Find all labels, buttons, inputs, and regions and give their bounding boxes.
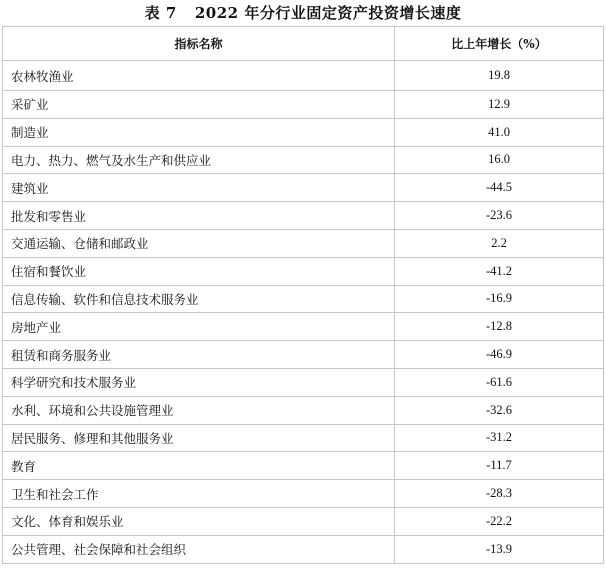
row-value: -31.2 bbox=[395, 424, 604, 452]
row-name: 居民服务、修理和其他服务业 bbox=[3, 424, 395, 452]
row-value: -23.6 bbox=[395, 202, 604, 230]
table-row bbox=[3, 507, 604, 535]
table-row bbox=[3, 202, 604, 230]
row-value: -11.7 bbox=[395, 452, 604, 480]
row-name: 住宿和餐饮业 bbox=[3, 257, 395, 285]
row-value: -61.6 bbox=[395, 368, 604, 396]
table-row bbox=[3, 61, 604, 91]
table-row bbox=[3, 480, 604, 508]
row-name: 建筑业 bbox=[3, 174, 395, 202]
header-row bbox=[3, 27, 604, 61]
investment-growth-table bbox=[2, 26, 604, 564]
row-value: -41.2 bbox=[395, 257, 604, 285]
table-row bbox=[3, 341, 604, 369]
row-name: 科学研究和技术服务业 bbox=[3, 368, 395, 396]
table-title-text: 2022 年分行业固定资产投资增长速度 bbox=[194, 4, 462, 22]
table-row bbox=[3, 285, 604, 313]
row-value: 12.9 bbox=[395, 91, 604, 119]
table-row bbox=[3, 396, 604, 424]
table-row bbox=[3, 535, 604, 563]
row-value: -12.8 bbox=[395, 313, 604, 341]
table-row bbox=[3, 118, 604, 146]
row-name: 文化、体育和娱乐业 bbox=[3, 507, 395, 535]
row-value: -44.5 bbox=[395, 174, 604, 202]
row-value: -46.9 bbox=[395, 341, 604, 369]
row-name: 采矿业 bbox=[3, 91, 395, 119]
row-name: 批发和零售业 bbox=[3, 202, 395, 230]
row-name: 交通运输、仓储和邮政业 bbox=[3, 229, 395, 257]
row-name: 电力、热力、燃气及水生产和供应业 bbox=[3, 146, 395, 174]
row-name: 公共管理、社会保障和社会组织 bbox=[3, 535, 395, 563]
row-value: -22.2 bbox=[395, 507, 604, 535]
row-value: -28.3 bbox=[395, 480, 604, 508]
row-name: 房地产业 bbox=[3, 313, 395, 341]
table-title bbox=[0, 2, 606, 24]
row-name: 农林牧渔业 bbox=[3, 61, 395, 91]
table-row bbox=[3, 91, 604, 119]
column-header-indicator: 指标名称 bbox=[3, 27, 395, 61]
row-name: 信息传输、软件和信息技术服务业 bbox=[3, 285, 395, 313]
table-row bbox=[3, 368, 604, 396]
row-value: 16.0 bbox=[395, 146, 604, 174]
row-name: 制造业 bbox=[3, 118, 395, 146]
table-row bbox=[3, 424, 604, 452]
row-value: -32.6 bbox=[395, 396, 604, 424]
row-name: 卫生和社会工作 bbox=[3, 480, 395, 508]
table-row bbox=[3, 146, 604, 174]
row-name: 租赁和商务服务业 bbox=[3, 341, 395, 369]
row-value: -16.9 bbox=[395, 285, 604, 313]
row-value: 41.0 bbox=[395, 118, 604, 146]
table-row bbox=[3, 174, 604, 202]
row-name: 教育 bbox=[3, 452, 395, 480]
row-value: 19.8 bbox=[395, 61, 604, 91]
table-number: 表 7 bbox=[144, 4, 177, 22]
table-row bbox=[3, 257, 604, 285]
row-value: 2.2 bbox=[395, 229, 604, 257]
table-row bbox=[3, 452, 604, 480]
table-row bbox=[3, 229, 604, 257]
column-header-growth: 比上年增长（%） bbox=[395, 27, 604, 61]
row-name: 水利、环境和公共设施管理业 bbox=[3, 396, 395, 424]
row-value: -13.9 bbox=[395, 535, 604, 563]
table-row bbox=[3, 313, 604, 341]
